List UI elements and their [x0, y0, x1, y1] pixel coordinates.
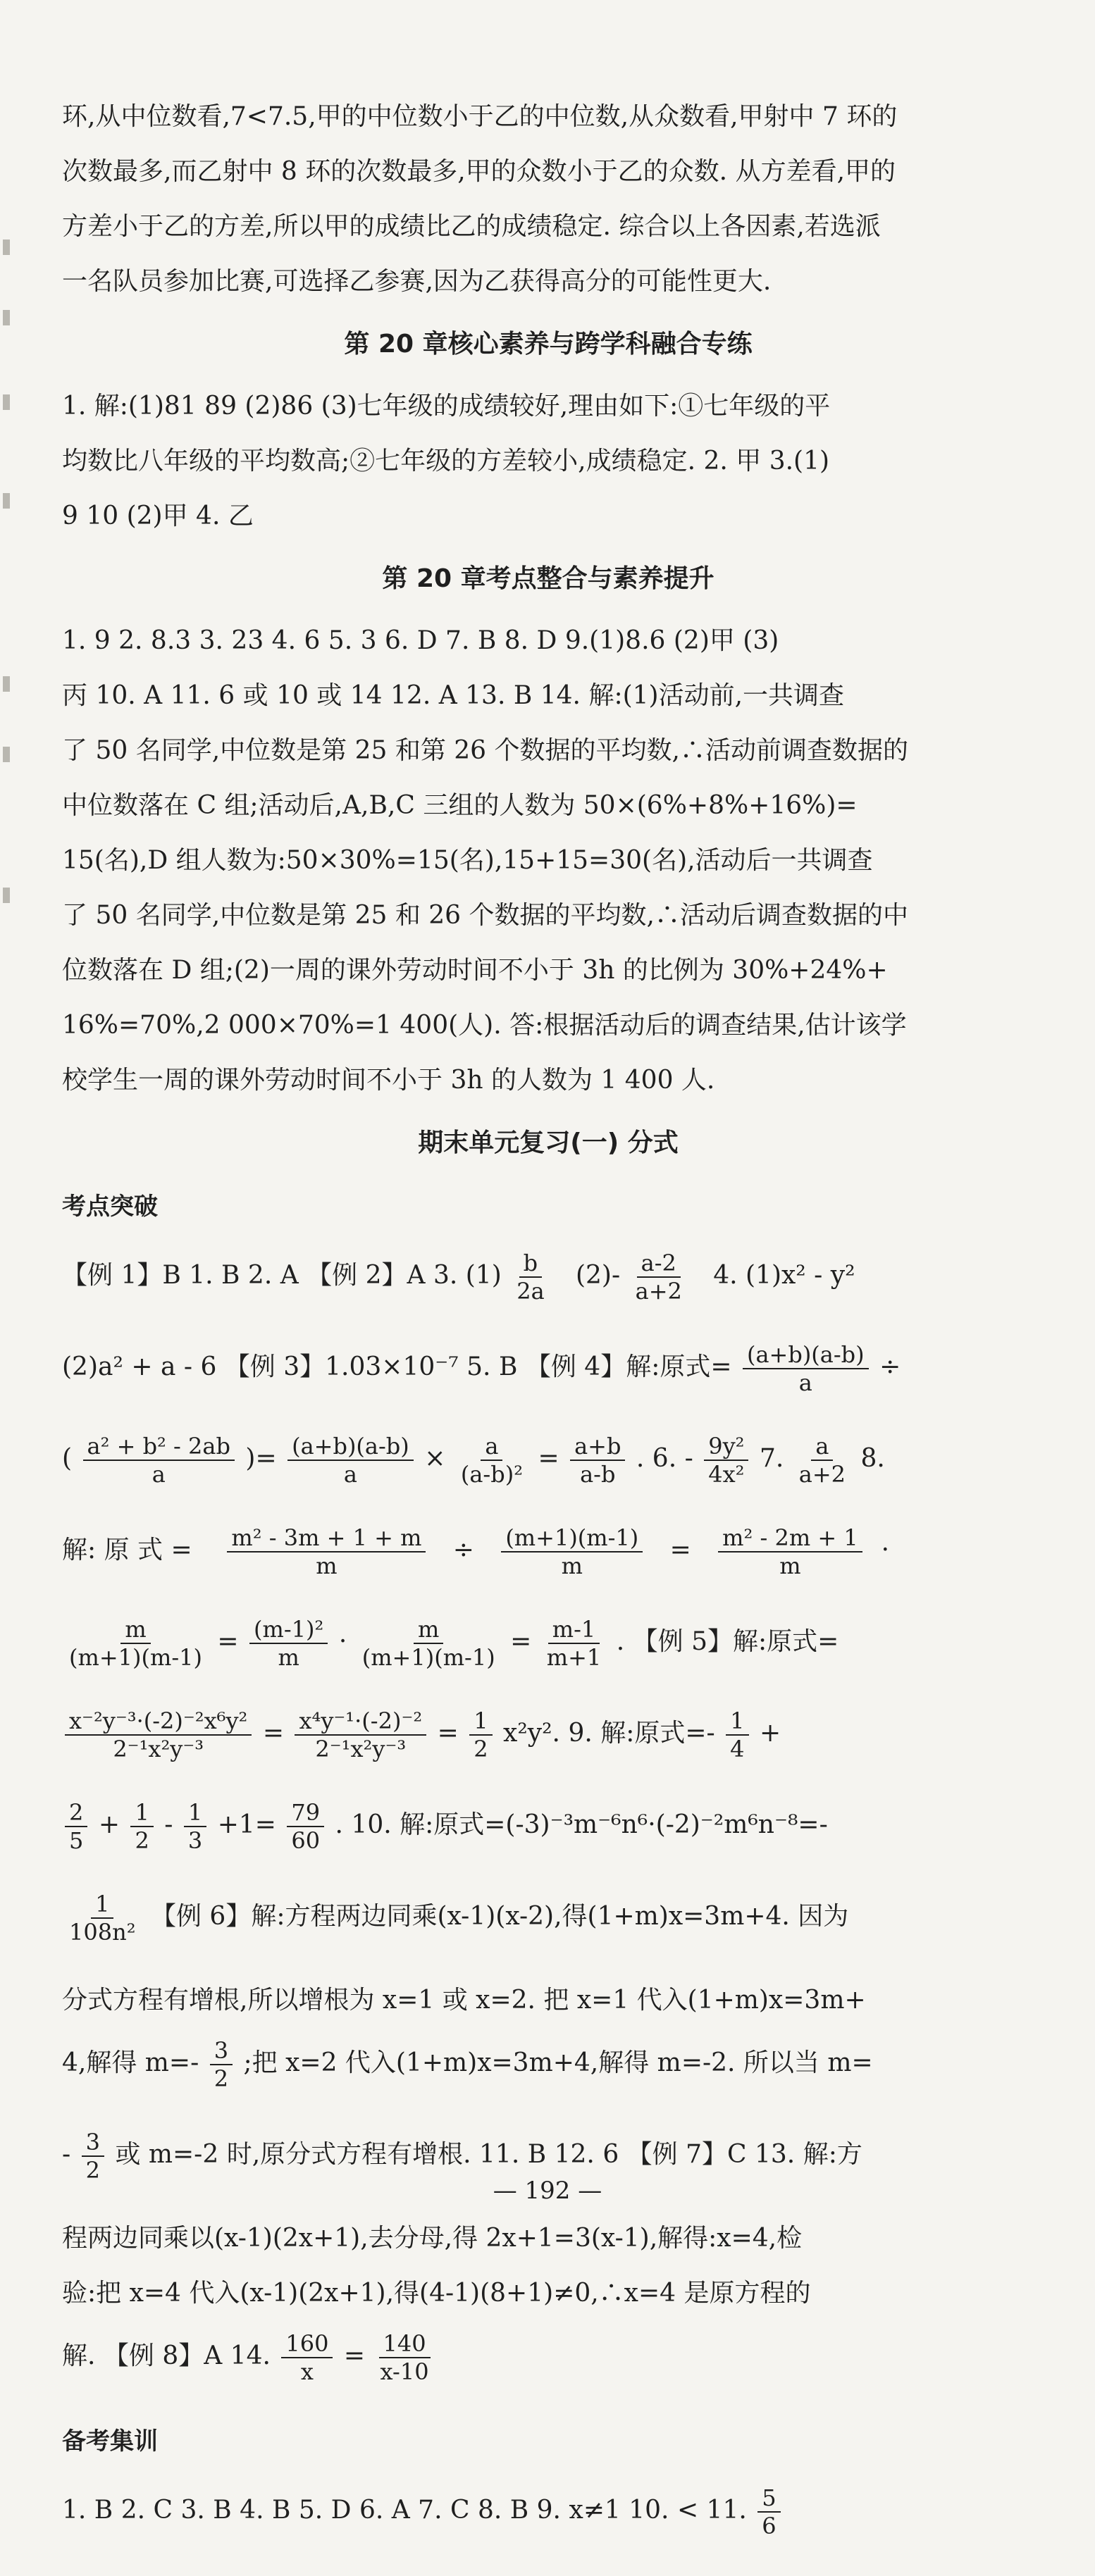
- numerator: (a+b)(a-b): [287, 1433, 414, 1461]
- text-run: (: [62, 1444, 73, 1473]
- numerator: 140: [379, 2330, 431, 2358]
- math-line: [62, 1524, 1034, 1579]
- text-run: +1=: [217, 1810, 276, 1839]
- text-run: . 【例 5】解:原式=: [616, 1627, 839, 1656]
- denominator: m: [561, 1553, 583, 1579]
- text-line: 位数落在 D 组;(2)一周的课外劳动时间不小于 3h 的比例为 30%+24%+: [62, 956, 888, 985]
- text-line: 校学生一周的课外劳动时间不小于 3h 的人数为 1 400 人.: [62, 1066, 715, 1095]
- text-run: 【例 6】解:方程两边同乘(x-1)(x-2),得(1+m)x=3m+4. 因为: [150, 1902, 849, 1931]
- text-run: -: [62, 2140, 71, 2169]
- denominator: (m+1)(m-1): [69, 1644, 202, 1671]
- text-line: 了 50 名同学,中位数是第 25 和第 26 个数据的平均数,∴活动前调查数据的: [62, 736, 908, 765]
- numerator: 9y²: [704, 1433, 748, 1461]
- denominator: m+1: [546, 1644, 602, 1671]
- text-run: ·: [881, 1536, 890, 1564]
- numerator: a-2: [637, 1250, 681, 1278]
- text-line: 次数最多,而乙射中 8 环的次数最多,甲的众数小于乙的众数. 从方差看,甲的: [62, 157, 896, 186]
- denominator: 2⁻¹x²y⁻³: [315, 1736, 407, 1762]
- fraction: [457, 1433, 527, 1488]
- fraction: [726, 1707, 748, 1762]
- numerator: m² - 2m + 1: [718, 1524, 862, 1553]
- math-line: [62, 2129, 1034, 2184]
- fraction: [65, 1799, 87, 1854]
- text-run: (2)a² + a - 6 【例 3】1.03×10⁻⁷ 5. B 【例 4】解:原式=: [62, 1352, 732, 1381]
- fraction: [543, 1616, 606, 1671]
- numerator: x⁻²y⁻³·(-2)⁻²x⁶y²: [65, 1707, 252, 1736]
- denominator: 2a: [516, 1278, 545, 1305]
- fraction: [631, 1250, 686, 1305]
- math-line: [62, 1891, 1034, 1946]
- fraction: [82, 2129, 104, 2184]
- math-line: [62, 1250, 1034, 1305]
- numerator: (a+b)(a-b): [743, 1341, 869, 1369]
- text-run: ÷: [452, 1536, 474, 1564]
- fraction: [501, 1524, 643, 1579]
- numerator: 1: [91, 1891, 113, 1919]
- fraction: [743, 1341, 869, 1396]
- denominator: a: [343, 1461, 357, 1488]
- binding-edge-mark: [3, 747, 10, 762]
- fraction: [65, 1616, 206, 1671]
- text-run: ÷: [879, 1352, 901, 1381]
- section-heading: 第 20 章核心素养与跨学科融合专练: [344, 330, 753, 359]
- text-line: 16%=70%,2 000×70%=1 400(人). 答:根据活动后的调查结果,估计该学: [62, 1011, 907, 1040]
- binding-edge-mark: [3, 310, 10, 325]
- numerator: m-1: [548, 1616, 600, 1644]
- page-number: — 192 —: [493, 2177, 602, 2205]
- denominator: 4x²: [708, 1461, 745, 1488]
- text-line: 分式方程有增根,所以增根为 x=1 或 x=2. 把 x=1 代入(1+m)x=3m+: [62, 1986, 866, 2015]
- text-run: 解. 【例 8】A 14.: [62, 2341, 271, 2370]
- fraction: [376, 2330, 433, 2385]
- fraction: [65, 1707, 252, 1762]
- numerator: 1: [130, 1799, 153, 1827]
- fraction: [570, 1433, 625, 1488]
- fraction: [184, 1799, 206, 1854]
- denominator: x-10: [380, 2358, 429, 2385]
- subsection-heading: 考点突破: [62, 1193, 158, 1221]
- binding-edge-mark: [3, 239, 10, 255]
- denominator: 60: [291, 1827, 321, 1854]
- section-heading: 第 20 章考点整合与素养提升: [382, 564, 714, 593]
- numerator: a: [811, 1433, 833, 1461]
- denominator: a: [798, 1369, 812, 1396]
- denominator: 2: [474, 1736, 488, 1762]
- section-heading: 期末单元复习(一) 分式: [418, 1128, 679, 1157]
- denominator: m: [278, 1644, 299, 1671]
- text-run: 4. (1)x² - y²: [713, 1261, 855, 1290]
- math-line: [62, 2330, 1034, 2385]
- text-run: =: [538, 1444, 559, 1473]
- denominator: a+2: [635, 1278, 682, 1305]
- text-run: ;把 x=2 代入(1+m)x=3m+4,解得 m=-2. 所以当 m=: [243, 2048, 873, 2077]
- binding-edge-mark: [3, 394, 10, 410]
- text-line: 均数比八年级的平均数高;②七年级的方差较小,成绩稳定. 2. 甲 3.(1): [62, 447, 830, 475]
- text-line: 验:把 x=4 代入(x-1)(2x+1),得(4-1)(8+1)≠0,∴x=4 是原方程的: [62, 2279, 811, 2308]
- text-run: 4,解得 m=-: [62, 2048, 199, 2077]
- denominator: (m+1)(m-1): [361, 1644, 495, 1671]
- denominator: 4: [730, 1736, 745, 1762]
- math-line: [62, 1433, 1034, 1488]
- denominator: 2: [214, 2065, 229, 2092]
- text-run: -: [164, 1810, 173, 1839]
- text-run: )=: [245, 1444, 277, 1473]
- text-run: . 10. 解:原式=(-3)⁻³m⁻⁶n⁶·(-2)⁻²m⁶n⁻⁸=-: [335, 1810, 828, 1839]
- text-run: =: [343, 2341, 366, 2370]
- numerator: 1: [184, 1799, 206, 1827]
- text-run: ×: [424, 1444, 446, 1473]
- math-line: [62, 1707, 1034, 1762]
- text-line: 中位数落在 C 组;活动后,A,B,C 三组的人数为 50×(6%+8%+16%)=: [62, 791, 858, 820]
- denominator: 2: [135, 1827, 149, 1854]
- fraction: [287, 1799, 324, 1854]
- numerator: b: [519, 1250, 542, 1278]
- denominator: x: [300, 2358, 314, 2385]
- denominator: 108n²: [69, 1919, 136, 1946]
- text-line: 1. 9 2. 8.3 3. 23 4. 6 5. 3 6. D 7. B 8. D 9.(1)8.6 (2)甲 (3): [62, 626, 779, 655]
- fraction: [358, 1616, 500, 1671]
- numerator: 1: [469, 1707, 492, 1736]
- fraction: [287, 1433, 414, 1488]
- denominator: a-b: [580, 1461, 616, 1488]
- denominator: a: [151, 1461, 166, 1488]
- text-run: (2)-: [575, 1261, 621, 1290]
- fraction: [469, 1707, 492, 1762]
- text-line: 方差小于乙的方差,所以甲的成绩比乙的成绩稳定. 综合以上各因素,若选派: [62, 212, 881, 241]
- text-run: 解: 原 式 =: [62, 1536, 192, 1564]
- text-run: =: [262, 1719, 284, 1748]
- fraction: [281, 2330, 333, 2385]
- text-run: x²y². 9. 解:原式=-: [503, 1719, 715, 1748]
- denominator: (a-b)²: [460, 1461, 524, 1488]
- denominator: 6: [762, 2513, 777, 2539]
- text-line: 程两边同乘以(x-1)(2x+1),去分母,得 2x+1=3(x-1),解得:x=4,检: [62, 2224, 803, 2253]
- numerator: m: [120, 1616, 150, 1644]
- denominator: m: [316, 1553, 338, 1579]
- numerator: 2: [65, 1799, 87, 1827]
- fraction: [718, 1524, 862, 1579]
- subsection-heading: 备考集训: [62, 2427, 158, 2456]
- numerator: (m-1)²: [249, 1616, 328, 1644]
- text-line: 一名队员参加比赛,可选择乙参赛,因为乙获得高分的可能性更大.: [62, 267, 772, 296]
- numerator: (m+1)(m-1): [501, 1524, 643, 1553]
- math-line: [62, 2037, 1034, 2092]
- numerator: 1: [726, 1707, 748, 1736]
- text-line: 1. 解:(1)81 89 (2)86 (3)七年级的成绩较好,理由如下:①七年级的平: [62, 392, 831, 421]
- numerator: a² + b² - 2ab: [83, 1433, 235, 1461]
- numerator: 5: [757, 2484, 780, 2513]
- numerator: 79: [287, 1799, 324, 1827]
- text-run: . 6. -: [636, 1444, 693, 1473]
- numerator: m² - 3m + 1 + m: [227, 1524, 426, 1553]
- numerator: 160: [281, 2330, 333, 2358]
- numerator: x⁴y⁻¹·(-2)⁻²: [295, 1707, 426, 1736]
- numerator: a: [481, 1433, 502, 1461]
- fraction: [704, 1433, 748, 1488]
- fraction: [130, 1799, 153, 1854]
- fraction: [210, 2037, 233, 2092]
- fraction: [65, 1891, 140, 1946]
- text-run: +: [98, 1810, 120, 1839]
- numerator: a+b: [570, 1433, 625, 1461]
- denominator: m: [779, 1553, 801, 1579]
- numerator: 3: [210, 2037, 233, 2065]
- fraction: [795, 1433, 850, 1488]
- math-line: [62, 1799, 1034, 1854]
- fraction: [512, 1250, 548, 1305]
- fraction: [249, 1616, 328, 1671]
- denominator: 2⁻¹x²y⁻³: [113, 1736, 204, 1762]
- text-run: 8.: [860, 1444, 885, 1473]
- text-run: ·: [338, 1627, 347, 1656]
- binding-edge-mark: [3, 493, 10, 509]
- numerator: 3: [82, 2129, 104, 2157]
- text-run: =: [669, 1536, 691, 1564]
- denominator: 5: [69, 1827, 84, 1854]
- text-run: +: [759, 1719, 781, 1748]
- binding-edge-mark: [3, 888, 10, 903]
- denominator: 2: [85, 2157, 100, 2184]
- text-line: 环,从中位数看,7<7.5,甲的中位数小于乙的中位数,从众数看,甲射中 7 环的: [62, 102, 898, 131]
- text-run: 1. B 2. C 3. B 4. B 5. D 6. A 7. C 8. B 9. x≠1 10. < 11.: [62, 2496, 747, 2525]
- math-line: [62, 1616, 1034, 1671]
- text-line: 15(名),D 组人数为:50×30%=15(名),15+15=30(名),活动后一共调查: [62, 846, 873, 875]
- text-line: 9 10 (2)甲 4. 乙: [62, 502, 254, 530]
- text-run: =: [217, 1627, 239, 1656]
- fraction: [295, 1707, 426, 1762]
- fraction: [227, 1524, 426, 1579]
- text-run: =: [510, 1627, 532, 1656]
- math-line: [62, 1341, 1034, 1396]
- text-run: 或 m=-2 时,原分式方程有增根. 11. B 12. 6 【例 7】C 13. 解:方: [115, 2140, 862, 2169]
- numerator: m: [414, 1616, 443, 1644]
- fraction: [83, 1433, 235, 1488]
- denominator: 3: [187, 1827, 203, 1854]
- text-run: 7.: [759, 1444, 784, 1473]
- fraction: [757, 2484, 780, 2539]
- binding-edge-mark: [3, 676, 10, 692]
- text-run: 【例 1】B 1. B 2. A 【例 2】A 3. (1): [62, 1261, 502, 1290]
- math-line: [62, 2484, 1034, 2539]
- text-run: =: [437, 1719, 459, 1748]
- text-line: 丙 10. A 11. 6 或 10 或 14 12. A 13. B 14. 解:(1)活动前,一共调查: [62, 681, 845, 710]
- denominator: a+2: [798, 1461, 846, 1488]
- text-line: 了 50 名同学,中位数是第 25 和 26 个数据的平均数,∴活动后调查数据的中: [62, 901, 908, 930]
